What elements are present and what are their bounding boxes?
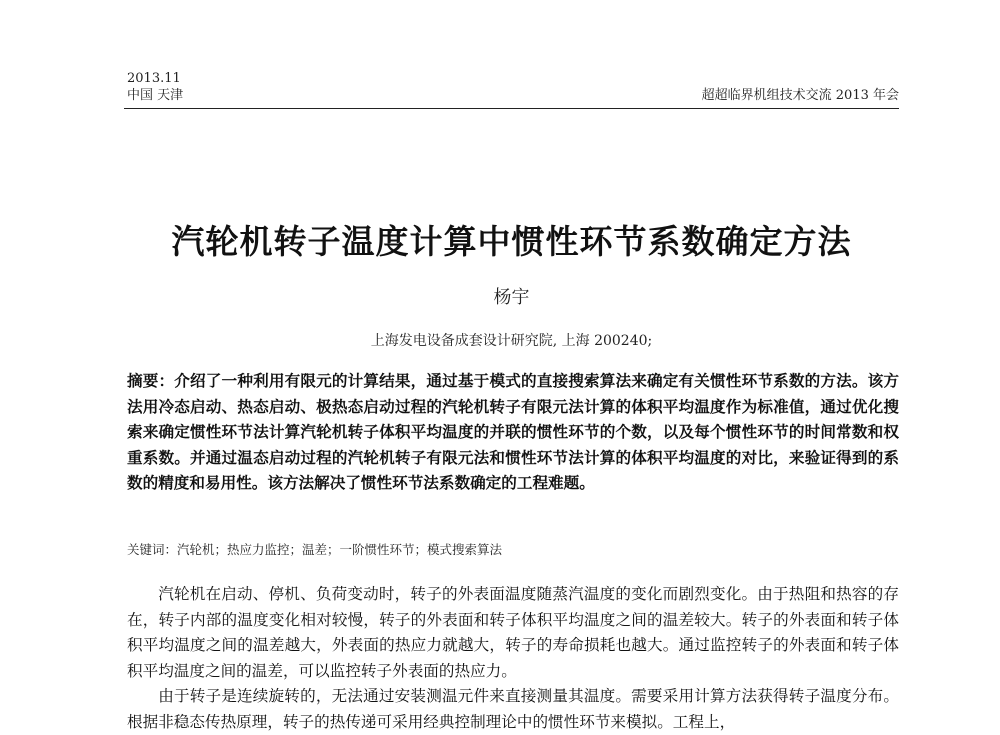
author-name: 杨宇: [493, 287, 530, 308]
header-conference: 超超临界机组技术交流 2013 年会: [701, 88, 899, 103]
paper-title: 汽轮机转子温度计算中惯性环节系数确定方法: [171, 222, 852, 261]
author-affiliation: 上海发电设备成套设计研究院, 上海 200240;: [370, 333, 653, 349]
abstract-text: 介绍了一种利用有限元的计算结果，通过基于模式的直接搜索算法来确定有关惯性环节系数的方法。该方法用冷态启动、热态启动、极热态启动过程的汽轮机转子有限元法计算的体积平均温度作为标准值，通过优化搜索来确定惯性环节法计算汽轮机转子体积平均温度的并联的惯性环节的个数，以及每个惯性环节的时间常数和权重系数。并通过温态启动过程的汽轮机转子有限元法和惯性环节法计算的体积平均温度的对比，来验证得到的系数的精度和易用性。该方法解决了惯性环节法系数确定的工程难题。: [127, 371, 899, 492]
body-text: [127, 582, 899, 735]
header-location: 中国 天津: [127, 88, 184, 103]
body-paragraph-1: 汽轮机在启动、停机、负荷变动时，转子的外表面温度随蒸汽温度的变化而剧烈变化。由于热阻和热容的存在，转子内部的温度变化相对较慢，转子的外表面和转子体积平均温度之间的温差较大。转子的外表面和转子体积平均温度之间的温差越大，外表面的热应力就越大，转子的寿命损耗也越大。通过监控转子的外表面和转子体积平均温度之间的温差，可以监控转子外表面的热应力。: [127, 585, 899, 680]
body-paragraph-2: 由于转子是连续旋转的，无法通过安装测温元件来直接测量其温度。需要采用计算方法获得转子温度分布。根据非稳态传热原理，转子的热传递可采用经典控制理论中的惯性环节来模拟。工程上，: [127, 687, 899, 731]
abstract-label: 摘要：: [127, 371, 175, 390]
keywords-text: 汽轮机；热应力监控；温差；一阶惯性环节；模式搜索算法: [177, 542, 503, 557]
abstract: [127, 368, 899, 496]
header-rule: [124, 108, 899, 109]
header-date: 2013.11: [127, 71, 181, 86]
keywords-label: 关键词：: [127, 542, 178, 557]
header-left: [127, 70, 183, 104]
keywords: [127, 541, 899, 559]
